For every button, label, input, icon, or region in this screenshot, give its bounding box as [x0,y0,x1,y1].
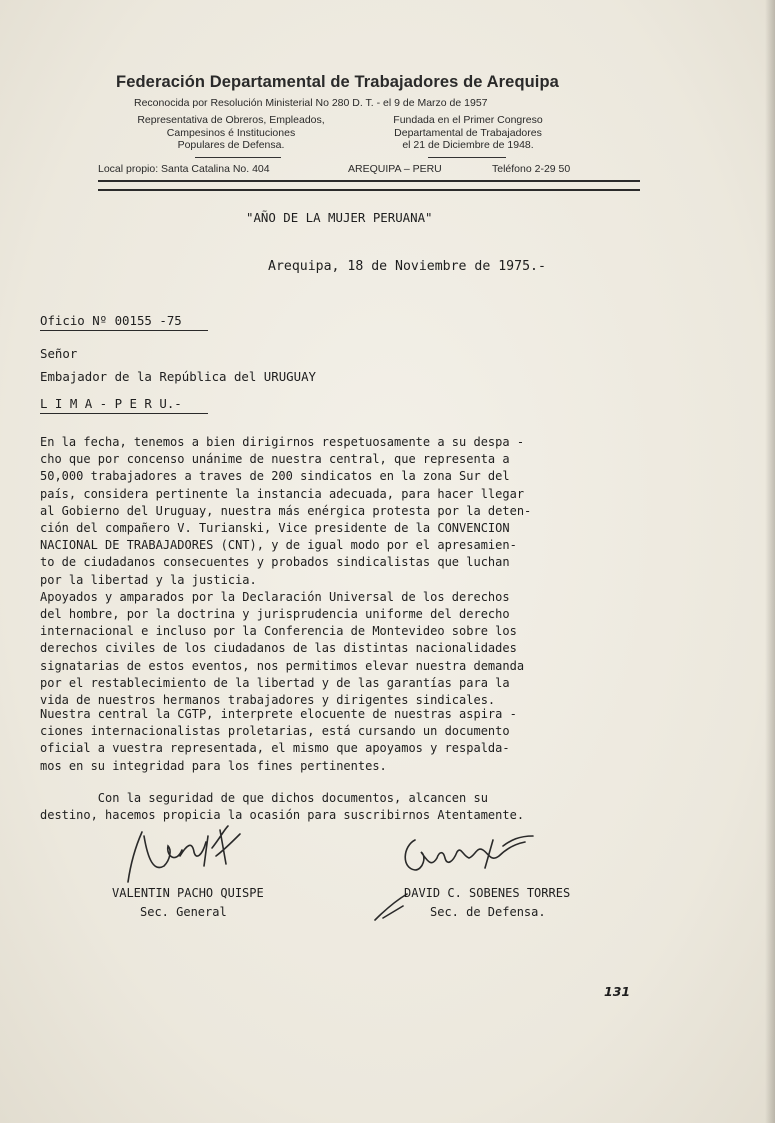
oficio-underline [40,330,208,331]
body-paragraph-2 [40,706,640,775]
body-line: por la libertad y la justicia. [40,572,257,587]
body-line: internacional e incluso por la Conferencia de Montevideo sobre los [40,624,517,639]
letterhead-right-line: Fundada en el Primer Congreso [393,114,543,126]
signatory-title: Sec. de Defensa. [430,905,546,919]
organization-name: Federación Departamental de Trabajadores de Arequipa [116,73,559,91]
recipient-city-underline [40,413,208,414]
body-paragraph-1 [40,434,640,709]
signatory-title: Sec. General [140,905,227,919]
body-line: ciones internacionalistas proletarias, está cursando un documento [40,724,510,739]
body-line: destino, hacemos propicia la ocasión para suscribirnos Atentamente. [40,808,525,823]
body-line: cho que por concenso unánime de nuestra central, que representa a [40,452,510,467]
letterhead-left-line: Populares de Defensa. [177,139,285,151]
body-line: derechos civiles de los ciudadanos de las distintas nacionalidades [40,641,517,656]
letterhead-right-line: el 21 de Diciembre de 1948. [402,139,534,151]
body-line: del hombre, por la doctrina y jurisprudencia uniforme del derecho [40,607,510,622]
body-line: Apoyados y amparados por la Declaración Universal de los derechos [40,589,510,604]
body-line: por el restablecimiento de la libertad y de las garantías para la [40,675,510,690]
body-line: país, considera pertinente la instancia adecuada, para hacer llegar [40,486,525,501]
body-line: mos en su integridad para los fines pertinentes. [40,758,387,773]
page-number: 131 [604,984,631,999]
letterhead-city: AREQUIPA – PERU [348,163,442,175]
letterhead-divider [195,157,281,158]
letterhead-phone: Teléfono 2-29 50 [492,163,571,175]
recognition-line: Reconocida por Resolución Ministerial No 280 D. T. - el 9 de Marzo de 1957 [134,97,488,109]
body-line: NACIONAL DE TRABAJADORES (CNT), y de igual modo por el apresamien- [40,538,517,553]
letterhead-right-block [376,114,560,152]
signature-valentin-pacho [120,820,270,890]
letterhead-address: Local propio: Santa Catalina No. 404 [98,163,270,175]
page-edge-shadow [765,0,775,1123]
recipient-city: L I M A - P E R U.- [40,396,182,411]
recipient-line: Embajador de la República del URUGUAY [40,369,317,384]
body-line: 50,000 trabajadores a traves de 200 sindicatos en la zona Sur del [40,469,510,484]
body-line: signatarias de estos eventos, nos permitimos elevar nuestra demanda [40,658,525,673]
letter-date: Arequipa, 18 de Noviembre de 1975.- [268,259,546,274]
signatory-name: VALENTIN PACHO QUISPE [112,886,264,900]
body-line: to de ciudadanos consecuentes y probados sindicalistas que luchan [40,555,510,570]
letterhead-left-block [124,114,338,152]
body-line: al Gobierno del Uruguay, nuestra más enérgica protesta por la deten- [40,503,532,518]
letterhead-rule [98,189,640,191]
body-line: Con la seguridad de que dichos documentos, alcancen su [40,791,488,805]
oficio-number: Oficio Nº 00155 -75 [40,313,182,328]
year-motto: "AÑO DE LA MUJER PERUANA" [246,210,433,225]
letterhead-right-line: Departamental de Trabajadores [394,126,542,139]
body-line: vida de nuestros hermanos trabajadores y dirigentes sindicales. [40,693,496,708]
signatory-name: DAVID C. SOBENES TORRES [404,886,571,900]
body-line: oficial a vuestra representada, el mismo que apoyamos y respalda- [40,741,510,756]
recipient-salutation: Señor [40,346,78,361]
body-line: En la fecha, tenemos a bien dirigirnos respetuosamente a su despa - [40,435,525,449]
letterhead-rule [98,180,640,182]
body-line: Nuestra central la CGTP, interprete elocuente de nuestras aspira - [40,707,517,721]
letterhead-divider [428,157,506,158]
letterhead-left-line: Campesinos é Instituciones [166,126,296,139]
body-line: ción del compañero V. Turianski, Vice presidente de la CONVENCION [40,521,510,536]
letterhead-left-line: Representativa de Obreros, Empleados, [137,114,325,126]
